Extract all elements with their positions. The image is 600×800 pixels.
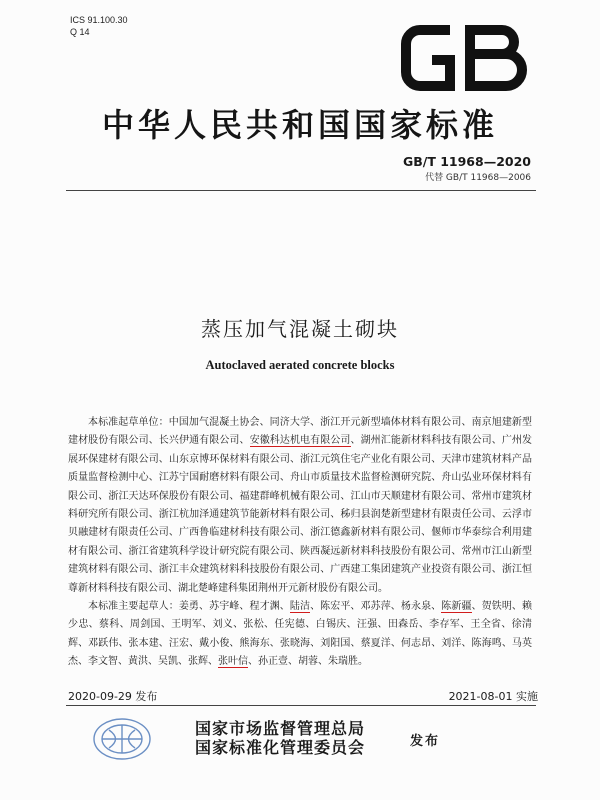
header-divider — [66, 190, 536, 191]
drafter-underlined-1: 陆洁 — [289, 601, 311, 613]
publish-date: 2020-09-29 发布 — [68, 690, 158, 703]
drafters-text-4: 、孙正壹、胡蓉、朱瑞胜。 — [248, 656, 368, 668]
drafting-units-paragraph — [68, 414, 532, 598]
national-standard-title: 中华人民共和国国家标准 — [101, 106, 498, 144]
drafters-text-1: 本标准主要起草人：姜勇、苏宇峰、程才渊、 — [88, 601, 290, 613]
document-title-cn: 蒸压加气混凝土砌块 — [201, 317, 399, 341]
gb-logo-icon — [398, 16, 528, 100]
issue-action: 发布 — [410, 734, 441, 749]
standard-number: GB/T 11968—2020 — [402, 154, 531, 169]
issuer-names — [195, 719, 365, 757]
drafters-text-2: 、陈宏平、邓苏萍、杨永泉、 — [310, 601, 442, 613]
ics-classification — [70, 14, 128, 38]
footer-divider — [66, 705, 536, 706]
drafting-units-text-2: 、湖州汇能新材料科技有限公司、广州发展环保建材有限公司、山东京博环保材料有限公司、浙江元筑住宅产业化有限公司、天津市建筑材料产品质量监督检测中心、江苏宁国耐磨材料有限公司、舟山市质量技术监督检测研究院、舟山弘业环保材料有限公司、浙江天达环保股份有限公司、福建群峰机械有限公司、江山市天顺建材有限公司、常州市建筑材料研究所有限公司、浙江杭加泽通建筑节能新材料有限公司、秭归县润楚新型建材有限责任公司、云浮市贝融建材有限责任公司、广西鲁临建材科技有限公司、浙江德鑫新材料有限公司、偃师市华泰综合利用建材有限公司、浙江省建筑科学设计研究院有限公司、陕西凝远新材料科技股份有限公司、常州市江山新型建筑材料有限公司、浙江丰众建筑材料科技股份有限公司、广西建工集团建筑产业投资有限公司、浙江恒尊新材料科技有限公司、湖北楚峰建科集团荆州开元新材股份有限公司。 — [68, 435, 533, 594]
drafting-units-text-1: 本标准起草单位：中国加气混凝土协会、同济大学、浙江开元新型墙体材料有限公司、南京旭建新型建材股份有限公司、长兴伊通有限公司、 — [68, 417, 532, 447]
issuer-line-2: 国家标准化管理委员会 — [195, 738, 366, 757]
drafting-info — [68, 414, 532, 672]
drafter-underlined-3: 张叶信 — [218, 656, 248, 668]
document-title-en: Autoclaved aerated concrete blocks — [205, 358, 395, 372]
issuer-seal-icon — [87, 714, 157, 764]
ccs-code: Q 14 — [70, 27, 90, 37]
issuer-line-1: 国家市场监督管理总局 — [195, 719, 366, 738]
drafters-text-3: 、贺铁明、赖少忠、蔡科、周剑国、王明军、刘义、张松、任宪德、白锡庆、汪强、田森岳、李存军、王全省、徐清辉、邓跃伟、张本建、汪宏、戴小俊、熊海东、张晓海、刘阳国、蔡夏洋、何志昂、刘洋、陈海鸣、马英杰、李文智、黄洪、吴凯、张辉、 — [68, 601, 533, 668]
drafter-underlined-2: 陈新疆 — [441, 601, 472, 613]
drafters-paragraph — [68, 598, 532, 672]
ics-code: ICS 91.100.30 — [70, 15, 128, 25]
standard-number-block — [403, 154, 531, 186]
drafting-unit-underlined: 安徽科达机电有限公司 — [249, 435, 351, 447]
dates-row — [68, 688, 538, 704]
replaces-standard: 代替 GB/T 11968—2006 — [425, 173, 531, 183]
implement-date: 2021-08-01 实施 — [448, 690, 538, 703]
